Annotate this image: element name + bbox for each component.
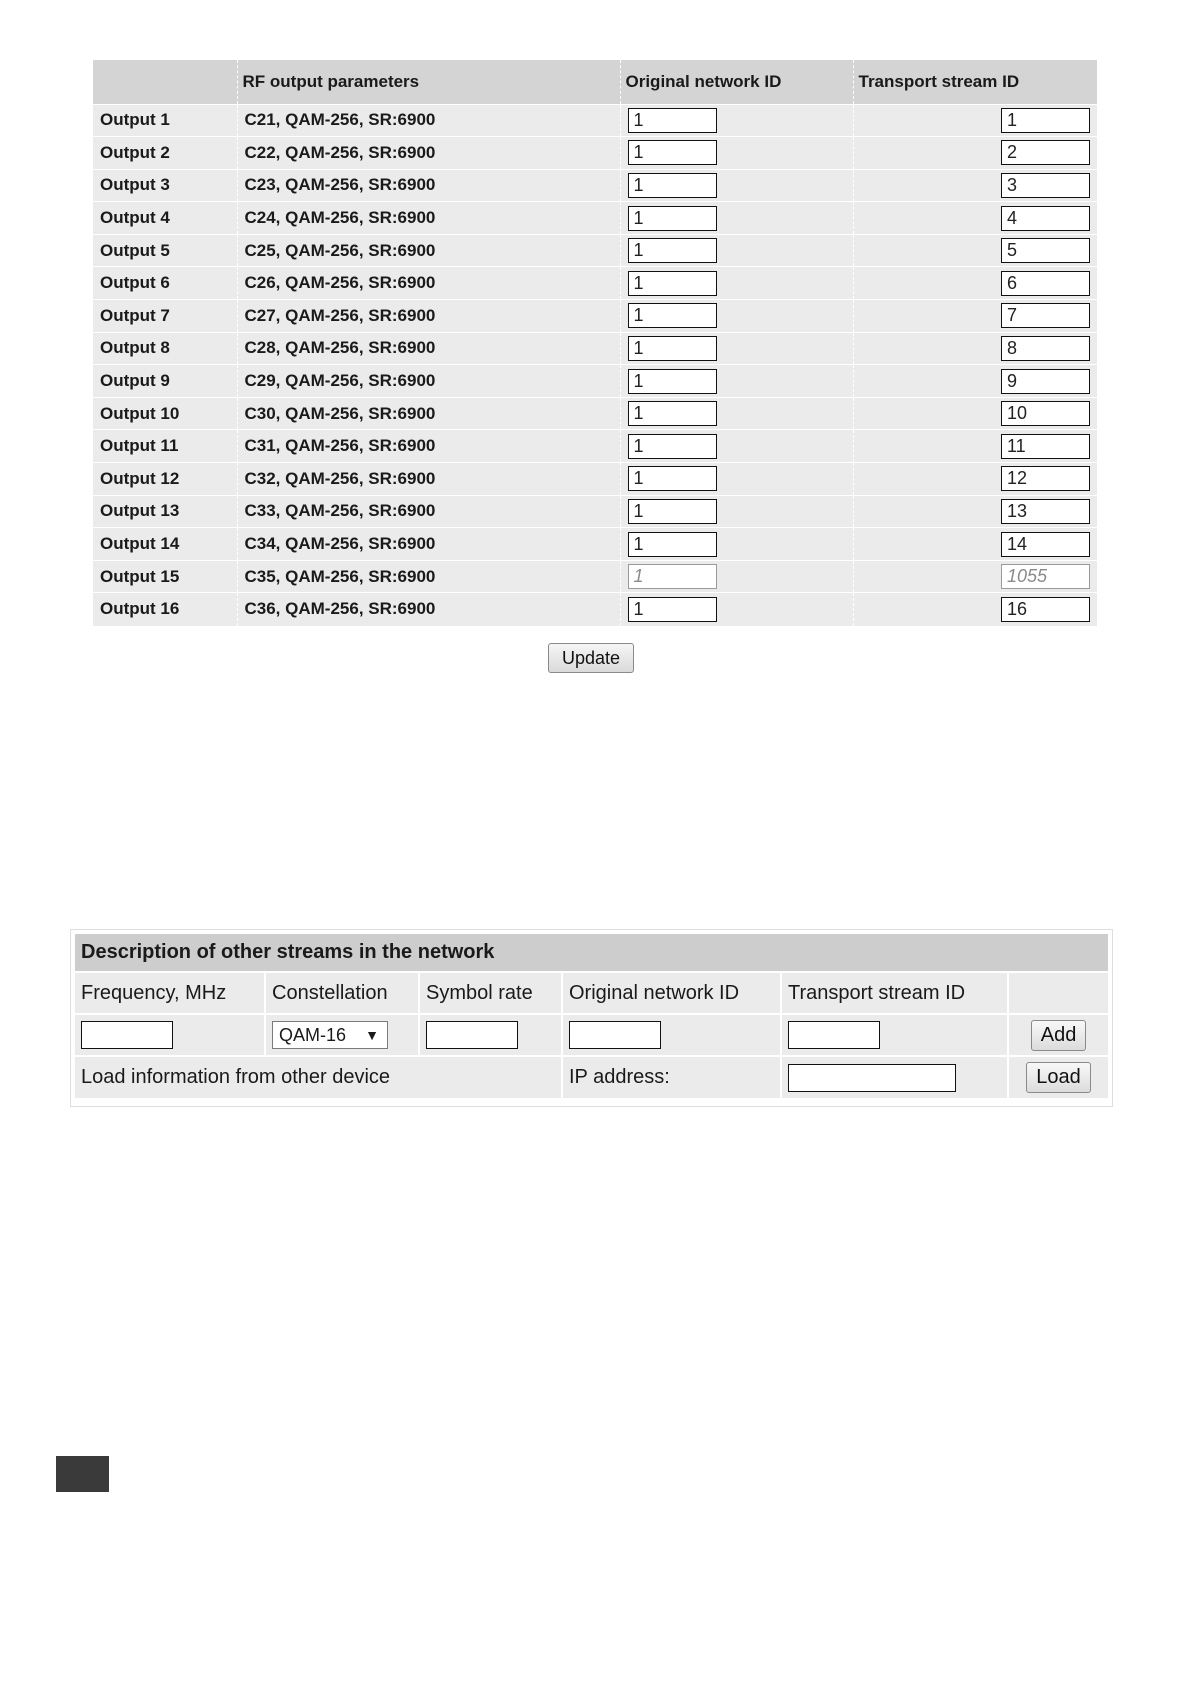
tsid-field[interactable]: 11 [1001,434,1090,459]
page-marker [56,1456,109,1492]
onid-field[interactable]: 1 [628,108,717,133]
output-name: Output 16 [93,593,237,626]
tsid-cell [853,267,1097,300]
output-name: Output 13 [93,495,237,528]
tsid-cell [853,234,1097,267]
output-name: Output 14 [93,528,237,561]
onid-cell [620,234,853,267]
ip-address-label: IP address: [562,1056,781,1098]
table-row [93,365,1097,398]
output-name: Output 15 [93,560,237,593]
tsid-field[interactable]: 3 [1001,173,1090,198]
tsid-field: 1055 [1001,564,1090,589]
onid-cell [620,463,853,496]
table-row [93,267,1097,300]
other-streams-title-row [75,934,1108,972]
onid-cell [620,593,853,626]
other-streams-table [75,934,1108,1098]
output-name: Output 10 [93,397,237,430]
table-row [93,397,1097,430]
other-streams-title: Description of other streams in the network [75,934,1108,972]
table-row [93,300,1097,333]
tsid-cell [853,365,1097,398]
onid-cell [620,332,853,365]
output-name: Output 7 [93,300,237,333]
symbol-rate-input[interactable] [426,1021,518,1049]
table-row [93,202,1097,235]
tsid-cell [853,332,1097,365]
table-header-row [93,60,1097,104]
update-button[interactable]: Update [548,643,634,673]
tsid-field[interactable]: 9 [1001,369,1090,394]
tsid-cell [853,397,1097,430]
onid-field[interactable]: 1 [628,206,717,231]
add-button[interactable]: Add [1031,1020,1087,1051]
tsid-field[interactable]: 2 [1001,140,1090,165]
constellation-select[interactable] [272,1021,388,1049]
tsid-input[interactable] [788,1021,880,1049]
rf-parameters: C34, QAM-256, SR:6900 [237,528,620,561]
rf-parameters: C26, QAM-256, SR:6900 [237,267,620,300]
onid-cell [620,495,853,528]
col-onid: Original network ID [562,972,781,1014]
tsid-field[interactable]: 14 [1001,532,1090,557]
dropdown-arrow-icon: ▼ [365,1027,379,1043]
onid-cell [620,104,853,137]
tsid-field[interactable]: 12 [1001,466,1090,491]
tsid-field[interactable]: 7 [1001,303,1090,328]
output-name: Output 2 [93,137,237,170]
frequency-input[interactable] [81,1021,173,1049]
tsid-cell [853,560,1097,593]
table-row [93,430,1097,463]
onid-field[interactable]: 1 [628,271,717,296]
table-row [93,495,1097,528]
onid-cell [620,202,853,235]
rf-parameters: C30, QAM-256, SR:6900 [237,397,620,430]
onid-cell [620,300,853,333]
header-output [93,60,237,104]
tsid-field[interactable]: 6 [1001,271,1090,296]
onid-field[interactable]: 1 [628,369,717,394]
tsid-cell [853,104,1097,137]
onid-field[interactable]: 1 [628,336,717,361]
rf-parameters: C23, QAM-256, SR:6900 [237,169,620,202]
tsid-cell [853,169,1097,202]
tsid-field[interactable]: 4 [1001,206,1090,231]
rf-parameters: C28, QAM-256, SR:6900 [237,332,620,365]
onid-field[interactable]: 1 [628,466,717,491]
table-row [93,332,1097,365]
onid-field[interactable]: 1 [628,401,717,426]
rf-parameters: C21, QAM-256, SR:6900 [237,104,620,137]
onid-field[interactable]: 1 [628,303,717,328]
tsid-field[interactable]: 5 [1001,238,1090,263]
constellation-value: QAM-16 [279,1025,347,1045]
onid-field[interactable]: 1 [628,140,717,165]
rf-parameters: C27, QAM-256, SR:6900 [237,300,620,333]
ip-address-input[interactable] [788,1064,956,1092]
col-symbol-rate: Symbol rate [419,972,562,1014]
tsid-cell [853,202,1097,235]
table-row [93,234,1097,267]
onid-cell [620,430,853,463]
table-row [93,463,1097,496]
table-row [93,169,1097,202]
tsid-field[interactable]: 13 [1001,499,1090,524]
rf-parameters: C33, QAM-256, SR:6900 [237,495,620,528]
tsid-field[interactable]: 10 [1001,401,1090,426]
onid-field[interactable]: 1 [628,499,717,524]
tsid-cell [853,495,1097,528]
other-streams-input-row [75,1014,1108,1056]
tsid-cell [853,300,1097,333]
header-rf-params: RF output parameters [237,60,620,104]
col-constellation: Constellation [265,972,419,1014]
load-button[interactable]: Load [1026,1062,1091,1093]
rf-parameters: C24, QAM-256, SR:6900 [237,202,620,235]
output-name: Output 12 [93,463,237,496]
header-onid: Original network ID [620,60,853,104]
onid-cell [620,365,853,398]
table-row [93,593,1097,626]
rf-parameters: C36, QAM-256, SR:6900 [237,593,620,626]
tsid-cell [853,430,1097,463]
onid-cell [620,397,853,430]
onid-field[interactable]: 1 [628,238,717,263]
rf-parameters: C31, QAM-256, SR:6900 [237,430,620,463]
tsid-field[interactable]: 16 [1001,597,1090,622]
rf-parameters: C22, QAM-256, SR:6900 [237,137,620,170]
onid-field[interactable]: 1 [628,173,717,198]
header-tsid: Transport stream ID [853,60,1097,104]
other-streams-panel [70,929,1113,1107]
output-name: Output 1 [93,104,237,137]
onid-cell [620,560,853,593]
output-name: Output 6 [93,267,237,300]
output-name: Output 11 [93,430,237,463]
table-row [93,104,1097,137]
tsid-cell [853,593,1097,626]
output-name: Output 5 [93,234,237,267]
onid-field[interactable]: 1 [628,532,717,557]
onid-cell [620,267,853,300]
rf-parameters: C25, QAM-256, SR:6900 [237,234,620,267]
output-name: Output 9 [93,365,237,398]
tsid-field[interactable]: 1 [1001,108,1090,133]
onid-field: 1 [628,564,717,589]
load-row [75,1056,1108,1098]
other-streams-header-row [75,972,1108,1014]
onid-input[interactable] [569,1021,661,1049]
col-action [1008,972,1108,1014]
onid-cell [620,137,853,170]
load-info-text: Load information from other device [75,1056,562,1098]
tsid-cell [853,137,1097,170]
output-name: Output 4 [93,202,237,235]
table-row [93,137,1097,170]
col-tsid: Transport stream ID [781,972,1008,1014]
rf-parameters: C32, QAM-256, SR:6900 [237,463,620,496]
onid-cell [620,169,853,202]
tsid-cell [853,463,1097,496]
onid-field[interactable]: 1 [628,597,717,622]
col-frequency: Frequency, MHz [75,972,265,1014]
tsid-field[interactable]: 8 [1001,336,1090,361]
tsid-cell [853,528,1097,561]
table-row [93,528,1097,561]
output-name: Output 3 [93,169,237,202]
rf-parameters: C35, QAM-256, SR:6900 [237,560,620,593]
table-row [93,560,1097,593]
onid-field[interactable]: 1 [628,434,717,459]
onid-cell [620,528,853,561]
output-name: Output 8 [93,332,237,365]
rf-parameters: C29, QAM-256, SR:6900 [237,365,620,398]
rf-outputs-table [93,60,1097,626]
